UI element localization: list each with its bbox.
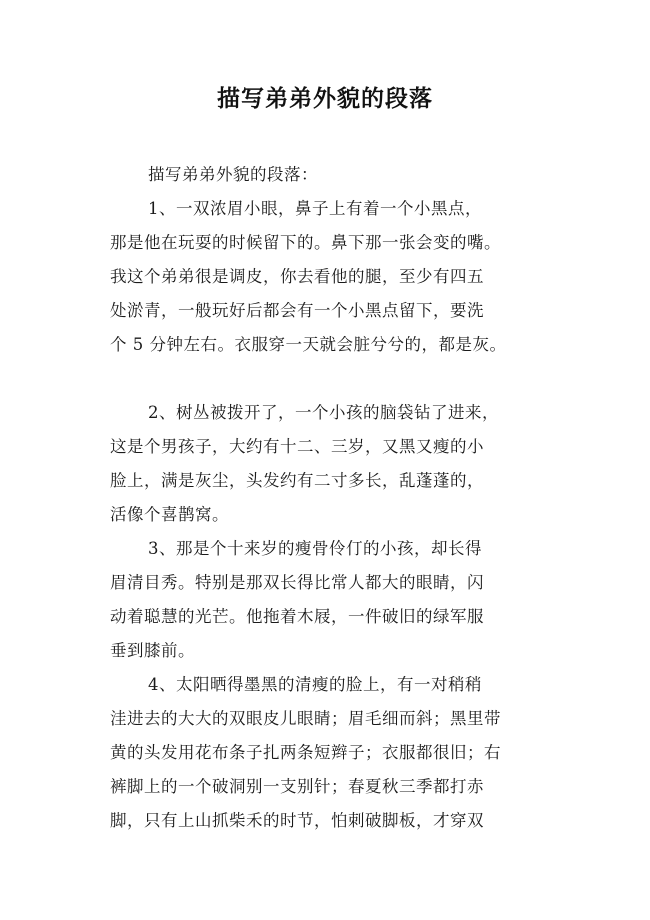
paragraph-4-line-1: 4、太阳晒得墨黑的清瘦的脸上，有一对稍稍: [148, 675, 482, 694]
document-title: 描写弟弟外貌的段落: [217, 86, 433, 112]
paragraph-4-line-3: 黄的头发用花布条子扎两条短辫子；衣服都很旧；右: [110, 743, 501, 762]
paragraph-1-line-2: 那是他在玩耍的时候留下的。鼻下那一张会变的嘴。: [110, 233, 501, 252]
paragraph-1-line-3: 我这个弟弟很是调皮，你去看他的腿，至少有四五: [110, 267, 484, 286]
paragraph-2-line-3: 脸上，满是灰尘，头发约有二寸多长，乱蓬蓬的，: [110, 471, 484, 490]
paragraph-3-line-2: 眉清目秀。特别是那双长得比常人都大的眼睛，闪: [110, 573, 484, 592]
paragraph-2-line-4: 活像个喜鹊窝。: [110, 505, 229, 524]
document-body: [110, 158, 555, 838]
paragraph-2-line-1: 2、树丛被拨开了，一个小孩的脑袋钻了进来，: [148, 403, 499, 422]
paragraph-1-line-5: 个 5 分钟左右。衣服穿一天就会脏兮兮的，都是灰。: [110, 335, 507, 354]
paragraph-3-line-1: 3、那是个十来岁的瘦骨伶仃的小孩，却长得: [148, 539, 482, 558]
paragraph-3-line-4: 垂到膝前。: [110, 641, 195, 660]
paragraph-1-line-4: 处淤青，一般玩好后都会有一个小黑点留下，要洗: [110, 301, 484, 320]
paragraph-4-line-5: 脚，只有上山抓柴禾的时节，怕刺破脚板，才穿双: [110, 811, 484, 830]
paragraph-3-line-3: 动着聪慧的光芒。他拖着木屐，一件破旧的绿军服: [110, 607, 484, 626]
paragraph-gap: [110, 362, 555, 396]
paragraph-2-line-2: 这是个男孩子，大约有十二、三岁，又黑又瘦的小: [110, 437, 484, 456]
intro-line: 描写弟弟外貌的段落：: [148, 165, 318, 184]
paragraph-4-line-4: 裤脚上的一个破洞别一支别针；春夏秋三季都打赤: [110, 777, 484, 796]
paragraph-4-line-2: 洼进去的大大的双眼皮儿眼睛；眉毛细而斜；黑里带: [110, 709, 501, 728]
paragraph-1-line-1: 1、一双浓眉小眼，鼻子上有着一个小黑点，: [148, 199, 482, 218]
